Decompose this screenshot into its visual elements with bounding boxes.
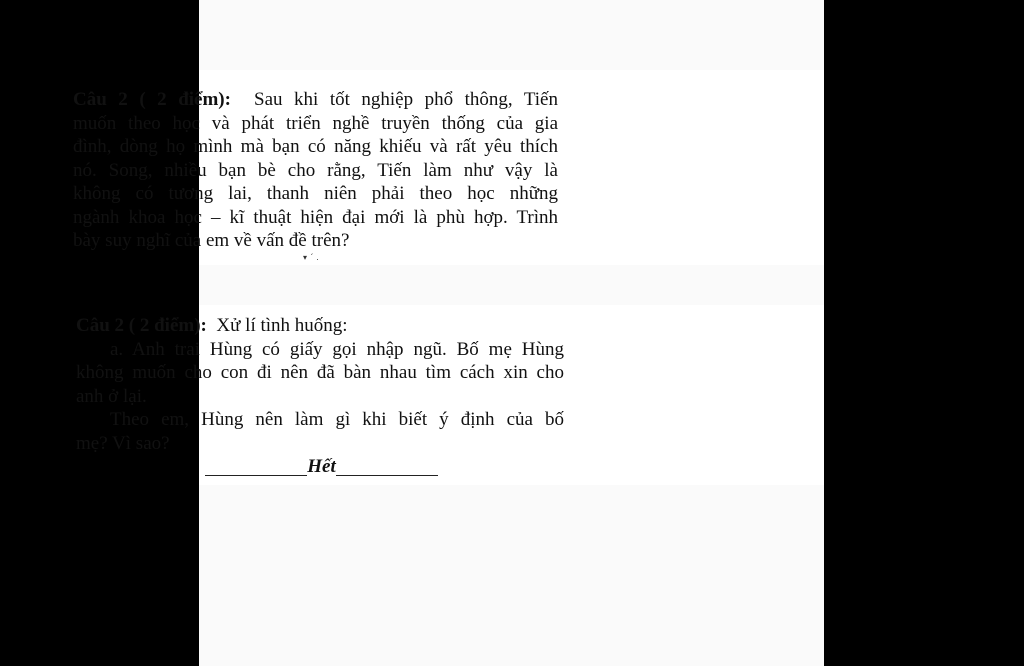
- question-1-line-2: muốn theo học và phát triển nghề truyền thống của gia: [73, 112, 558, 134]
- end-rule-left: [205, 474, 307, 476]
- question-2-line-3: anh ở lại.: [76, 385, 147, 407]
- question-2-line-1: a. Anh trai Hùng có giấy gọi nhập ngũ. Bố mẹ Hùng: [110, 338, 564, 360]
- end-rule-right: [336, 474, 438, 476]
- question-1-line-3: đình, dòng họ mình mà bạn có năng khiếu và rất yêu thích: [73, 136, 558, 157]
- question-2-block: [76, 314, 564, 455]
- question-1-block: [73, 88, 558, 253]
- question-1-line-1: Câu 2 ( 2 điểm): Sau khi tốt nghiệp phổ thông, Tiến: [73, 89, 558, 110]
- question-2-heading: Câu 2 ( 2 điểm):: [76, 315, 207, 336]
- question-1-line-6: ngành khoa học – kĩ thuật hiện đại mới là phù hợp. Trình: [73, 206, 558, 228]
- question-2-line-5: mẹ? Vì sao?: [76, 432, 170, 454]
- question-1-line-4: nó. Song, nhiều bạn bè cho rằng, Tiến làm như vậy là: [73, 159, 558, 181]
- question-1-heading: Câu 2 ( 2 điểm):: [73, 89, 231, 110]
- question-2-heading-line: Câu 2 ( 2 điểm): Xử lí tình huống:: [76, 315, 348, 336]
- end-marker: [199, 456, 444, 478]
- question-2-line-4: Theo em, Hùng nên làm gì khi biết ý định của bố: [110, 409, 564, 430]
- end-text: Hết: [307, 456, 336, 477]
- question-1-line-5: không có tương lai, thanh niên phải theo học những: [73, 183, 558, 204]
- scan-artifact: ▾ ˊ .: [303, 253, 319, 262]
- question-1-line-7: bày suy nghĩ của em về vấn đề trên?: [73, 230, 350, 251]
- question-2-line-2: không muốn cho con đi nên đã bàn nhau tìm cách xin cho: [76, 362, 564, 383]
